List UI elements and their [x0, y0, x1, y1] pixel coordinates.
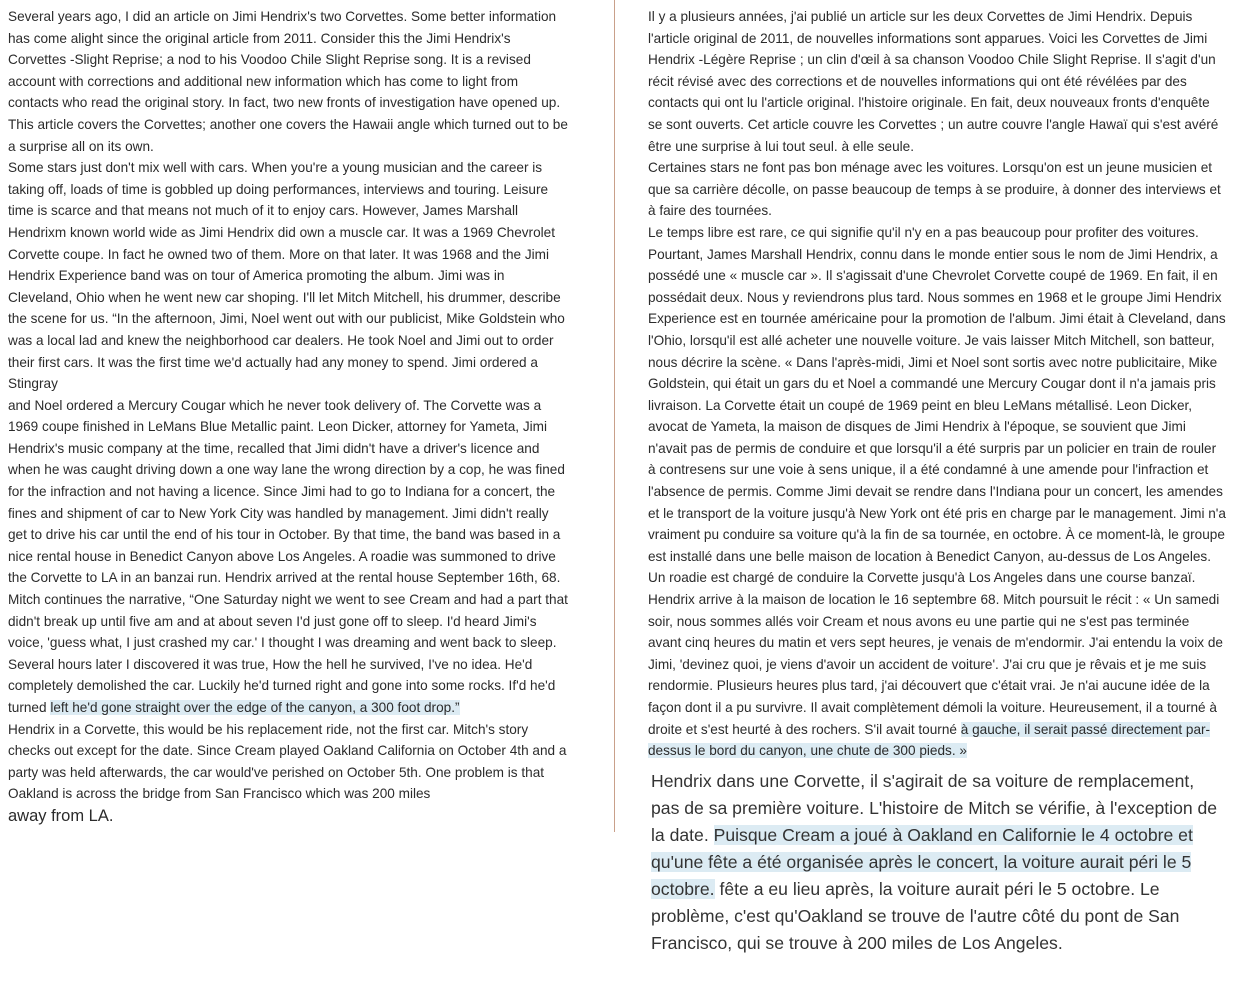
english-highlighted-quote: left he'd gone straight over the edge of the canyon, a 300 foot drop.”: [50, 700, 460, 715]
english-paragraph-corvette: [8, 395, 568, 719]
english-column: [8, 6, 568, 827]
french-corvette-text: Le temps libre est rare, ce qui signifie qu'il n'y en a pas beaucoup pour profiter des voitures. Pourtant, James Marshall Hendrix, connu dans le monde entier sous le nom de Jimi Hendrix, a possédé une « muscle car ». Il s'agissait d'une Chevrolet Corvette coupé de 1969. En fait, il en possédait deux. Nous y reviendrons plus tard. Nous sommes en 1968 et le groupe Jimi Hendrix Experience est en tournée américaine pour la promotion de l'album. Jimi était à Cleveland, dans l'Ohio, lorsqu'il est allé acheter une nouvelle voiture. Je vais laisser Mitch Mitchell, son batteur, nous décrire la scène. « Dans l'après-midi, Jimi et Noel sont sortis avec notre publicitaire, Mike Goldstein, qui était un gars du et Noel a commandé une Mercury Cougar dont il n'a jamais pris livraison. La Corvette était un coupé de 1969 peint en bleu LeMans métallisé. Leon Dicker, avocat de Yameta, la maison de disques de Jimi Hendrix à l'époque, se souvient que Jimi n'avait pas de permis de conduire et que lorsqu'il a été surpris par un policier en train de rouler à contresens sur une voie à sens unique, il a été condamné à une amende pour l'infraction et l'absence de permis. Comme Jimi devait se rendre dans l'Indiana pour un concert, les amendes et le transport de la voiture jusqu'à New York ont été pris en charge par le management. Jimi n'a vraiment pu conduire sa voiture qu'à la fin de sa tournée, en octobre. À ce moment-là, le groupe est installé dans une belle maison de location à Benedict Canyon, au-dessus de Los Angeles. Un roadie est chargé de conduire la Corvette jusqu'à Los Angeles dans une course banzaï. Hendrix arrive à la maison de location le 16 septembre 68. Mitch poursuit le récit : « Un samedi soir, nous sommes allés voir Cream et nous avons eu une partie qui ne s'est pas terminée avant cinq heures du matin et vers sept heures, je venais de m'endormir. J'ai entendu la voix de Jimi, 'devinez quoi, je viens d'avoir un accident de voiture'. J'ai cru que je rêvais et je me suis rendormie. Plusieurs heures plus tard, j'ai découvert que c'était vrai. Je n'ai aucune idée de la façon dont il a pu survivre. Il avait complètement démoli la voiture. Heureusement, il a tourné à droite et s'est heurté à des rochers. S'il avait tourné: [648, 224, 1226, 737]
english-corvette-text: and Noel ordered a Mercury Cougar which he never took delivery of. The Corvette was a 1969 coupe finished in LeMans Blue Metallic paint. Leon Dicker, attorney for Yameta, Jimi Hendrix's music company at the time, recalled that Jimi didn't have a driver's licence and when he was caught driving down a one way lane the wrong direction by a cop, he was fined for the infraction and not having a licence. Since Jimi had to go to Indiana for a concert, the fines and shipment of car to New York City was handled by management. Jimi didn't really get to drive his car until the end of his tour in October. By that time, the band was based in a nice rental house in Benedict Canyon above Los Angeles. A roadie was summoned to drive the Corvette to LA in an banzai run. Hendrix arrived at the rental house September 16th, 68. Mitch continues the narrative, “One Saturday night we went to see Cream and had a part that didn't break up until five am and at about seven I'd just gone off to sleep. I'd heard Jimi's voice, 'guess what, I just crashed my car.' I thought I was dreaming and went back to sleep. Several hours later I discovered it was true, How the hell he survived, I've no idea. He'd completely demolished the car. Luckily he'd turned right and gone into some rocks. If'd he'd turned: [8, 397, 568, 715]
english-paragraph-replacement: Hendrix in a Corvette, this would be his replacement ride, not the first car. Mitch's story checks out except for the date. Since Cream played Oakland California on October 4th and a party was held afterwards, the car would've perished on October 5th. One problem is that Oakland is across the bridge from San Francisco which was 200 miles: [8, 721, 567, 802]
french-paragraph-intro: Il y a plusieurs années, j'ai publié un article sur les deux Corvettes de Jimi Hendrix. Depuis l'article original de 2011, de nouvelles informations sont apparues. Voici les Corvettes de Jimi Hendrix -Légère Reprise ; un clin d'œil à sa chanson Voodoo Chile Slight Reprise. Il s'agit d'un récit révisé avec des corrections et de nouvelles informations qui ont été révélées par des contacts qui ont lu l'article original. l'histoire originale. En fait, deux nouveaux fronts d'enquête se sont ouverts. Cet article couvre les Corvettes ; un autre couvre l'angle Hawaï qui s'est avéré être une surprise à lui tout seul. à elle seule.: [648, 9, 1219, 154]
french-paragraph-corvette: [648, 222, 1226, 762]
english-paragraph-intro: Several years ago, I did an article on Jimi Hendrix's two Corvettes. Some better information has come alight since the original article from 2011. Consider this the Jimi Hendrix's Corvettes -Slight Reprise; a nod to his Voodoo Chile Slight Reprise song. It is a revised account with corrections and additional new information which has come to light from contacts who read the original story. In fact, two new fronts of investigation have opened up. This article covers the Corvettes; another one covers the Hawaii angle which turned out to be a surprise all on its own.: [8, 9, 568, 154]
english-paragraph-stars: Some stars just don't mix well with cars. When you're a young musician and the career is taking off, loads of time is gobbled up doing performances, interviews and touring. Leisure time is scarce and that means not much of it to enjoy cars. However, James Marshall Hendrixm known world wide as Jimi Hendrix did own a muscle car. It was a 1969 Chevrolet Corvette coupe. In fact he owned two of them. More on that later. It was 1968 and the Jimi Hendrix Experience band was on tour of America promoting the album. Jimi was in Cleveland, Ohio when he went new car shoping. I'll let Mitch Mitchell, his drummer, describe the scene for us. “In the afternoon, Jimi, Noel went out with our publicist, Mike Goldstein who was a local lad and knew the neighborhood car dealers. He took Noel and Jimi out to order their first cars. It was the first time we'd actually had any money to spend. Jimi ordered a Stingray: [8, 160, 565, 392]
french-column: [648, 6, 1226, 957]
french-replacement-text: Hendrix dans une Corvette, il s'agirait de sa voiture de remplacement, pas de sa première voiture. L'histoire de Mitch se vérifie, à l'exception de la date.: [651, 770, 1218, 845]
french-highlighted-sentence: Puisque Cream a joué à Oakland en Californie le 4 octobre et qu'une fête a été organisée après le concert, la voiture aurait péri le 5 octobre.: [651, 824, 1193, 899]
french-highlighted-quote: à gauche, il serait passé directement par-dessus le bord du canyon, une chute de 300 pieds. »: [648, 721, 1211, 759]
column-divider: [614, 0, 615, 832]
french-paragraph-replacement: [651, 768, 1226, 957]
french-replacement-tail: fête a eu lieu après, la voiture aurait péri le 5 octobre. Le problème, c'est qu'Oakland se trouve de l'autre côté du pont de San Francisco, qui se trouve à 200 miles de Los Angeles.: [651, 878, 1180, 953]
french-paragraph-stars: Certaines stars ne font pas bon ménage avec les voitures. Lorsqu'on est un jeune musicien et que sa carrière décolle, on passe beaucoup de temps à se produire, à donner des interviews et à faire des tournées.: [648, 160, 1221, 219]
english-paragraph-ending: away from LA.: [8, 806, 114, 825]
